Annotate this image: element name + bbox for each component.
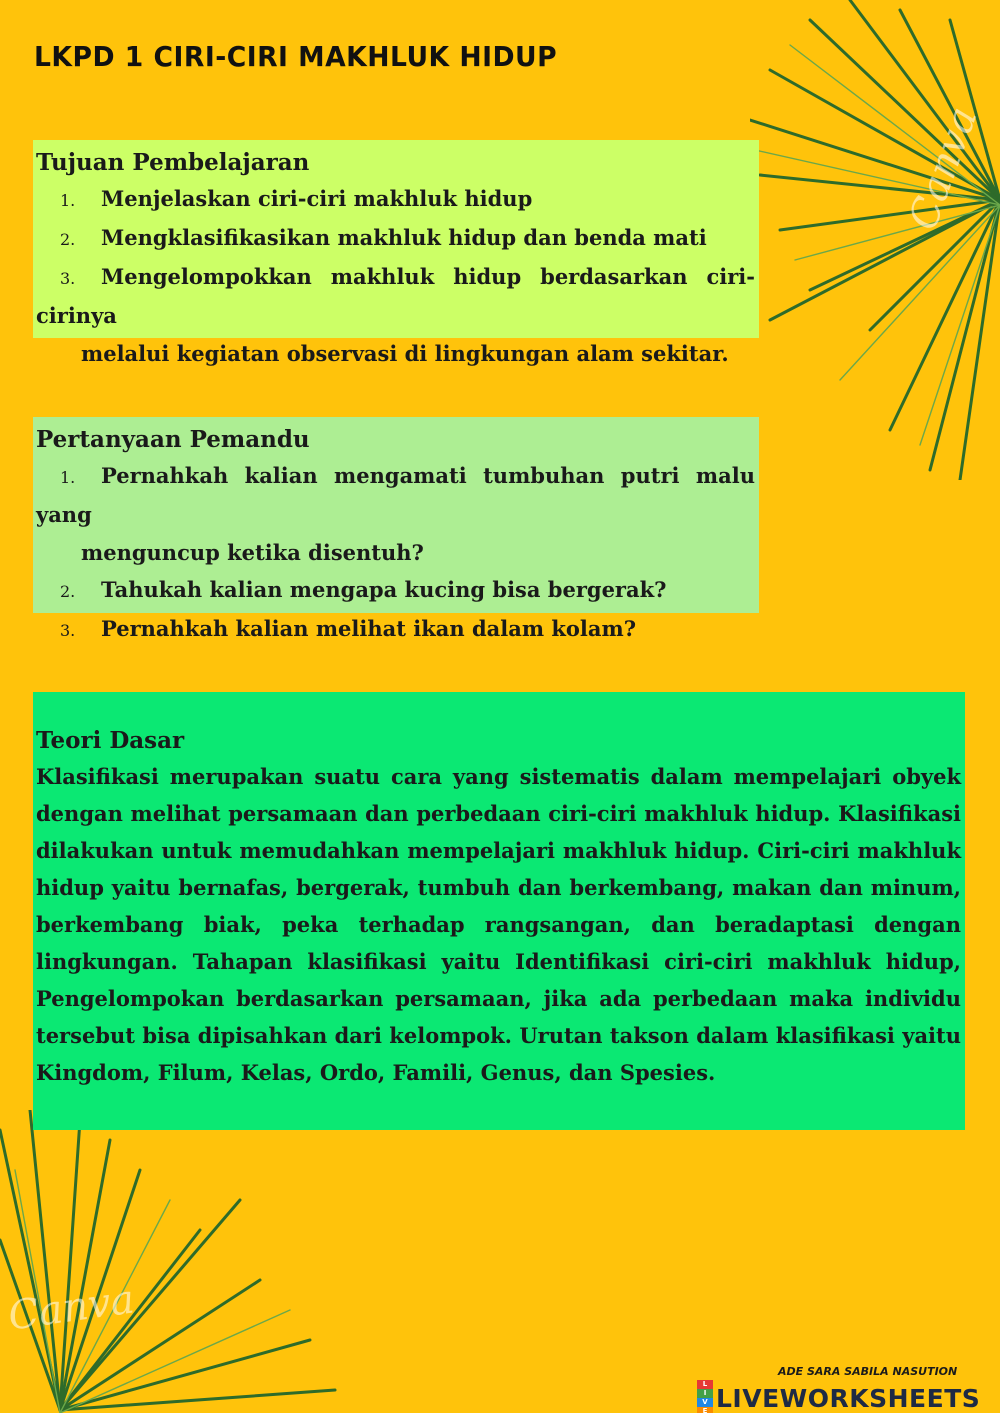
list-item (36, 180, 755, 219)
item-text: Tahukah kalian mengapa kucing bisa bergerak? (101, 577, 667, 602)
pertanyaan-list (36, 457, 755, 649)
list-item (36, 258, 755, 372)
tujuan-list (36, 180, 755, 372)
badge-letter: V (697, 1398, 713, 1407)
list-item (36, 610, 755, 649)
item-number: 3. (60, 621, 76, 640)
teori-section (33, 692, 965, 1130)
item-text-continued: menguncup ketika disentuh? (81, 540, 424, 565)
item-number: 2. (60, 582, 76, 601)
pertanyaan-heading: Pertanyaan Pemandu (36, 426, 310, 453)
list-item (36, 457, 755, 571)
item-number: 1. (60, 468, 76, 487)
badge-letter: I (697, 1389, 713, 1398)
item-text-continued: melalui kegiatan observasi di lingkungan alam sekitar. (81, 341, 729, 366)
badge-letter: E (697, 1407, 713, 1413)
teori-body: Klasifikasi merupakan suatu cara yang sistematis dalam mempelajari obyek dengan melihat persamaan dan perbedaan ciri-ciri makhluk hidup. Klasifikasi dilakukan untuk memudahkan mempelajari makhluk hidup. Ciri-ciri makhluk hidup yaitu bernafas, bergerak, tumbuh dan berkembang, makan dan minum, berkembang biak, peka terhadap rangsangan, dan beradaptasi dengan lingkungan. Tahapan klasifikasi yaitu Identifikasi ciri-ciri makhluk hidup, Pengelompokan berdasarkan persamaan, jika ada perbedaan maka individu tersebut bisa dipisahkan dari kelompok. Urutan takson dalam klasifikasi yaitu Kingdom, Filum, Kelas, Ordo, Famili, Genus, dan Spesies. (36, 764, 961, 1085)
palm-leaf-bottom-left (0, 1110, 340, 1413)
item-text: Mengelompokkan makhluk hidup berdasarkan ciri-cirinya (36, 264, 755, 328)
item-text: Pernahkah kalian mengamati tumbuhan putri malu yang (36, 463, 755, 527)
tujuan-heading: Tujuan Pembelajaran (36, 149, 310, 176)
item-text: Pernahkah kalian melihat ikan dalam kolam? (101, 616, 637, 641)
watermark-bottom: Canva (5, 1276, 138, 1340)
tujuan-section (33, 140, 759, 366)
item-number: 2. (60, 230, 76, 249)
item-text: Mengklasifikasikan makhluk hidup dan benda mati (101, 225, 707, 250)
liveworksheets-text: LIVEWORKSHEETS (716, 1383, 981, 1413)
item-text: Menjelaskan ciri-ciri makhluk hidup (101, 186, 533, 211)
page-title: LKPD 1 CIRI-CIRI MAKHLUK HIDUP (34, 40, 558, 73)
teori-heading: Teori Dasar (36, 727, 185, 754)
watermark-top: Canva (900, 100, 987, 236)
liveworksheets-logo[interactable] (697, 1380, 980, 1413)
item-number: 3. (60, 269, 76, 288)
item-number: 1. (60, 191, 76, 210)
live-badge-icon (697, 1380, 713, 1413)
pertanyaan-section (33, 417, 759, 641)
badge-letter: L (697, 1380, 713, 1389)
list-item (36, 571, 755, 610)
palm-leaf-top-right (750, 0, 1000, 480)
list-item (36, 219, 755, 258)
author-name: ADE SARA SABILA NASUTION (778, 1365, 958, 1378)
